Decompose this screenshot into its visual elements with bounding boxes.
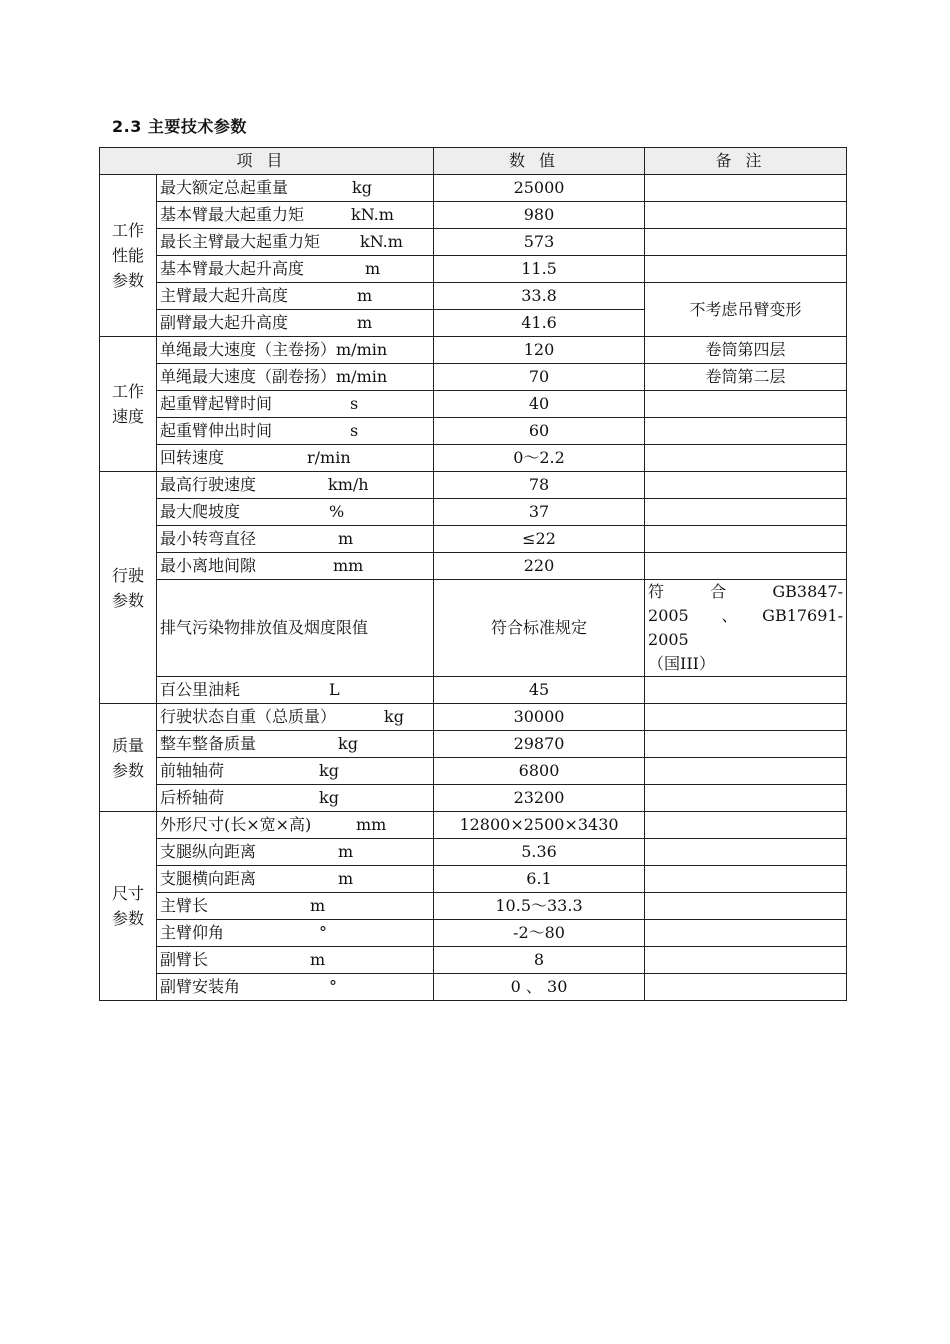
item-unit: m [357, 313, 373, 332]
value-cell: 45 [434, 677, 645, 704]
item-cell [157, 947, 434, 974]
item-name: 后桥轴荷 [160, 788, 225, 807]
table-row [100, 677, 847, 704]
item-cell [157, 893, 434, 920]
item-unit: m [338, 869, 354, 888]
item-cell [157, 920, 434, 947]
note-line: 2005 、 GB17691-2005 [648, 606, 844, 649]
item-cell [157, 337, 434, 364]
note-cell [645, 418, 847, 445]
table-row [100, 229, 847, 256]
item-unit: % [329, 502, 345, 521]
value-cell: 0～2.2 [434, 445, 645, 472]
note-cell [645, 812, 847, 839]
value-cell: 70 [434, 364, 645, 391]
table-row [100, 920, 847, 947]
note-cell [645, 229, 847, 256]
table-row [100, 283, 847, 310]
value-cell: -2～80 [434, 920, 645, 947]
item-cell [157, 175, 434, 202]
item-cell [157, 202, 434, 229]
item-unit: s [350, 421, 359, 440]
item-name: 外形尺寸(长×宽×高) [160, 815, 312, 834]
value-cell: 25000 [434, 175, 645, 202]
note-cell [645, 677, 847, 704]
value-cell: 220 [434, 553, 645, 580]
note-line: 符 合 GB3847- [648, 582, 844, 601]
note-cell [645, 391, 847, 418]
item-name: 回转速度 [160, 448, 225, 467]
item-name: 副臂安装角 [160, 977, 241, 996]
item-unit: mm [356, 815, 387, 834]
note-cell [645, 920, 847, 947]
item-name: 最高行驶速度 [160, 475, 257, 494]
value-cell: ≤22 [434, 526, 645, 553]
value-cell: 6800 [434, 758, 645, 785]
table-row [100, 499, 847, 526]
item-cell [157, 256, 434, 283]
item-cell [157, 812, 434, 839]
item-unit: kg [384, 707, 404, 726]
item-unit: L [329, 680, 340, 699]
value-cell: 10.5～33.3 [434, 893, 645, 920]
item-cell [157, 229, 434, 256]
table-row [100, 175, 847, 202]
item-cell [157, 472, 434, 499]
item-cell [157, 418, 434, 445]
item-cell [157, 526, 434, 553]
table-row [100, 337, 847, 364]
table-row [100, 202, 847, 229]
item-cell [157, 974, 434, 1001]
category-cell: 质量参数 [100, 704, 157, 812]
item-name: 前轴轴荷 [160, 761, 225, 780]
item-name: 副臂长 [160, 950, 209, 969]
table-row [100, 758, 847, 785]
category-cell: 工作速度 [100, 337, 157, 472]
value-cell: 6.1 [434, 866, 645, 893]
note-cell [645, 526, 847, 553]
item-unit: kN.m [360, 232, 403, 251]
item-name: 排气污染物排放值及烟度限值 [160, 618, 369, 637]
note-cell [645, 947, 847, 974]
item-name: 最小转弯直径 [160, 529, 257, 548]
value-cell: 29870 [434, 731, 645, 758]
value-cell: 60 [434, 418, 645, 445]
item-unit: m [338, 842, 354, 861]
item-name: 支腿横向距离 [160, 869, 257, 888]
table-row [100, 812, 847, 839]
item-name: 最小离地间隙 [160, 556, 257, 575]
table-row [100, 418, 847, 445]
table-row [100, 866, 847, 893]
value-cell: 11.5 [434, 256, 645, 283]
item-name: 起重臂伸出时间 [160, 421, 273, 440]
table-row [100, 893, 847, 920]
header-row [100, 148, 847, 175]
table-row [100, 947, 847, 974]
note-cell [645, 893, 847, 920]
note-cell [645, 553, 847, 580]
table-row [100, 526, 847, 553]
item-name: 最大额定总起重量 [160, 178, 289, 197]
value-cell: 573 [434, 229, 645, 256]
header-item: 项目 [100, 148, 434, 175]
note-cell [645, 731, 847, 758]
value-cell: 78 [434, 472, 645, 499]
note-cell [645, 974, 847, 1001]
item-name: 支腿纵向距离 [160, 842, 257, 861]
value-cell: 120 [434, 337, 645, 364]
value-cell: 8 [434, 947, 645, 974]
header-value: 数值 [434, 148, 645, 175]
item-cell [157, 704, 434, 731]
note-cell [645, 758, 847, 785]
item-unit: s [350, 394, 359, 413]
item-unit: m [338, 529, 354, 548]
item-unit: ° [319, 923, 327, 942]
table-row [100, 704, 847, 731]
table-row [100, 580, 847, 677]
value-cell: 40 [434, 391, 645, 418]
note-cell [645, 175, 847, 202]
item-name: 单绳最大速度（主卷扬）m/min [160, 340, 388, 359]
item-name: 最大爬坡度 [160, 502, 241, 521]
item-cell [157, 391, 434, 418]
item-cell [157, 499, 434, 526]
item-name: 主臂仰角 [160, 923, 225, 942]
value-cell: 符合标准规定 [434, 580, 645, 677]
table-row [100, 785, 847, 812]
item-name: 百公里油耗 [160, 680, 241, 699]
value-cell: 980 [434, 202, 645, 229]
note-cell [645, 499, 847, 526]
value-cell: 23200 [434, 785, 645, 812]
note-cell [645, 704, 847, 731]
category-cell: 行驶参数 [100, 472, 157, 704]
table-row [100, 974, 847, 1001]
value-cell: 5.36 [434, 839, 645, 866]
item-name: 主臂长 [160, 896, 209, 915]
note-line: （国III） [648, 654, 715, 673]
item-unit: kg [319, 788, 339, 807]
item-cell [157, 785, 434, 812]
item-cell [157, 310, 434, 337]
section-title: 2.3 主要技术参数 [112, 117, 247, 136]
table-row [100, 445, 847, 472]
value-cell: 37 [434, 499, 645, 526]
item-cell [157, 677, 434, 704]
item-unit: m [310, 896, 326, 915]
item-cell [157, 839, 434, 866]
item-name: 主臂最大起升高度 [160, 286, 289, 305]
item-unit: m [365, 259, 381, 278]
value-cell: 12800×2500×3430 [434, 812, 645, 839]
table-row [100, 731, 847, 758]
item-cell [157, 731, 434, 758]
item-unit: m [357, 286, 373, 305]
note-cell [645, 866, 847, 893]
header-note: 备注 [645, 148, 847, 175]
value-cell: 41.6 [434, 310, 645, 337]
note-cell: 卷筒第二层 [645, 364, 847, 391]
item-cell [157, 445, 434, 472]
table-row [100, 256, 847, 283]
table-row [100, 472, 847, 499]
note-cell [645, 256, 847, 283]
note-cell: 卷筒第四层 [645, 337, 847, 364]
item-unit: m [310, 950, 326, 969]
item-cell [157, 580, 434, 677]
item-unit: kN.m [351, 205, 394, 224]
table-row [100, 553, 847, 580]
note-cell [645, 445, 847, 472]
item-cell [157, 553, 434, 580]
item-unit: km/h [328, 475, 369, 494]
item-name: 基本臂最大起重力矩 [160, 205, 305, 224]
note-cell [645, 839, 847, 866]
item-cell [157, 758, 434, 785]
spec-table [99, 147, 847, 1001]
item-name: 单绳最大速度（副卷扬）m/min [160, 367, 388, 386]
note-cell [645, 202, 847, 229]
item-name: 基本臂最大起升高度 [160, 259, 305, 278]
item-name: 最长主臂最大起重力矩 [160, 232, 321, 251]
item-name: 整车整备质量 [160, 734, 257, 753]
note-cell [645, 785, 847, 812]
item-cell [157, 283, 434, 310]
item-unit: r/min [307, 448, 351, 467]
value-cell: 33.8 [434, 283, 645, 310]
category-cell: 工作性能参数 [100, 175, 157, 337]
table-row [100, 364, 847, 391]
note-cell [645, 472, 847, 499]
item-name: 行驶状态自重（总质量） [160, 707, 337, 726]
item-cell [157, 364, 434, 391]
item-name: 副臂最大起升高度 [160, 313, 289, 332]
table-row [100, 839, 847, 866]
item-unit: kg [338, 734, 358, 753]
item-unit: mm [333, 556, 364, 575]
note-cell [645, 580, 847, 677]
item-cell [157, 866, 434, 893]
category-cell: 尺寸参数 [100, 812, 157, 1001]
value-cell: 0 、 30 [434, 974, 645, 1001]
item-unit: ° [329, 977, 337, 996]
item-name: 起重臂起臂时间 [160, 394, 273, 413]
item-unit: kg [352, 178, 372, 197]
item-unit: kg [319, 761, 339, 780]
table-row [100, 391, 847, 418]
note-cell: 不考虑吊臂变形 [645, 283, 847, 337]
value-cell: 30000 [434, 704, 645, 731]
